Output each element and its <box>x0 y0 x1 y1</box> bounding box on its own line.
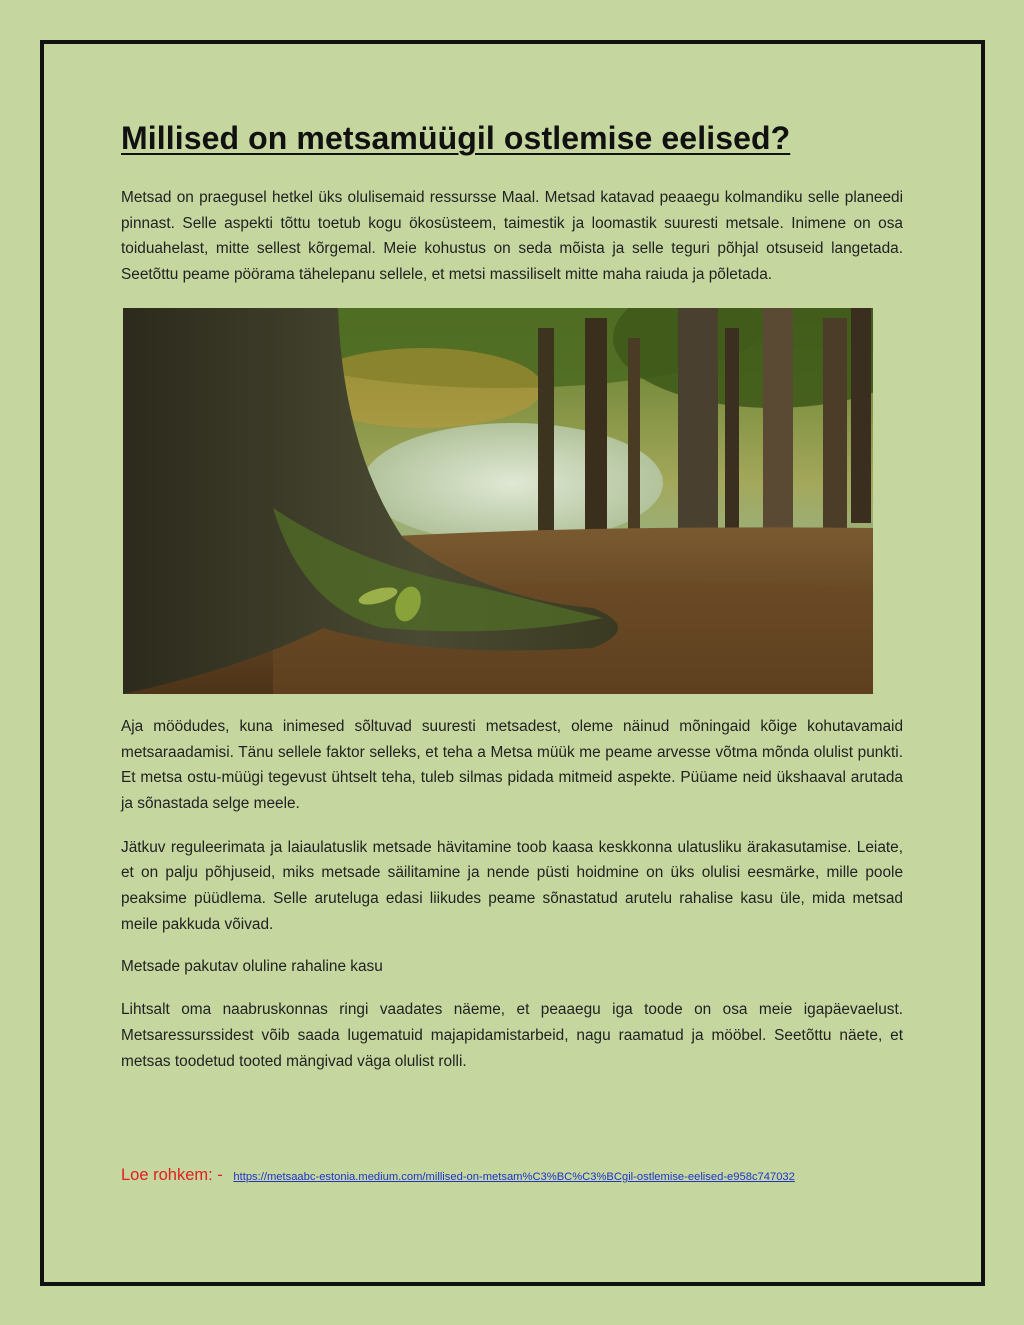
forest-tree-photo <box>123 308 873 694</box>
read-more-line <box>121 1166 795 1185</box>
paragraph-1: Aja möödudes, kuna inimesed sõltuvad suuresti metsadest, oleme näinud mõningaid kõige kohutavamaid metsaraadamisi. Tänu sellele faktor selleks, et teha a Metsa müük me peame arvesse võtma mõnda olulist punkti. Et metsa ostu-müügi tegevust ühtselt teha, tuleb silmas pidada mitmeid aspekte. Püüame neid ükshaaval arutada ja sõnastada selge meele. <box>121 717 903 812</box>
read-more-label: Loe rohkem: - <box>121 1166 223 1184</box>
subheading-financial-benefit: Metsade pakutav oluline rahaline kasu <box>121 958 383 976</box>
paragraph-2: Jätkuv reguleerimata ja laiaulatuslik metsade hävitamine toob kaasa keskkonna ulatusliku ärakasutamise. Leiate, et on palju põhjuseid, miks metsade säilitamine ja nende püsti hoidmine on üks olulisi eesmärke, mille poole peaksime püüdlema. Selle aruteluga edasi liikudes peame sõnastatud arutelu rahalise kasu üle, mida metsad meile pakkuda võivad. <box>121 838 903 933</box>
paragraph-4: Lihtsalt oma naabruskonnas ringi vaadates näeme, et peaaegu iga toode on osa meie igapäevaelust. Metsaressurssidest võib saada lugematuid majapidamistarbeid, nagu raamatud ja mööbel. Seetõttu näete, et metsas toodetud tooted mängivad väga olulist rolli. <box>121 1001 903 1070</box>
page-title: Millised on metsamüügil ostlemise eelised? <box>121 120 791 156</box>
article <box>121 120 903 1074</box>
read-more-link[interactable]: https://metsaabc-estonia.medium.com/millised-on-metsam%C3%BC%C3%BCgil-ostlemise-eelised-e958c747032 <box>233 1171 795 1183</box>
intro-paragraph: Metsad on praegusel hetkel üks olulisemaid ressursse Maal. Metsad katavad peaaegu kolmandiku selle planeedi pinnast. Selle aspekti tõttu toetub kogu ökosüsteem, taimestik ja loomastik suuresti metsale. Inimene on osa toiduahelast, mitte sellest kõrgemal. Meie kohustus on seda mõista ja selle teguri põhjal otsuseid langetada. Seetõttu peame pöörama tähelepanu sellele, et metsi massiliselt mitte maha raiuda ja põletada. <box>121 189 903 284</box>
